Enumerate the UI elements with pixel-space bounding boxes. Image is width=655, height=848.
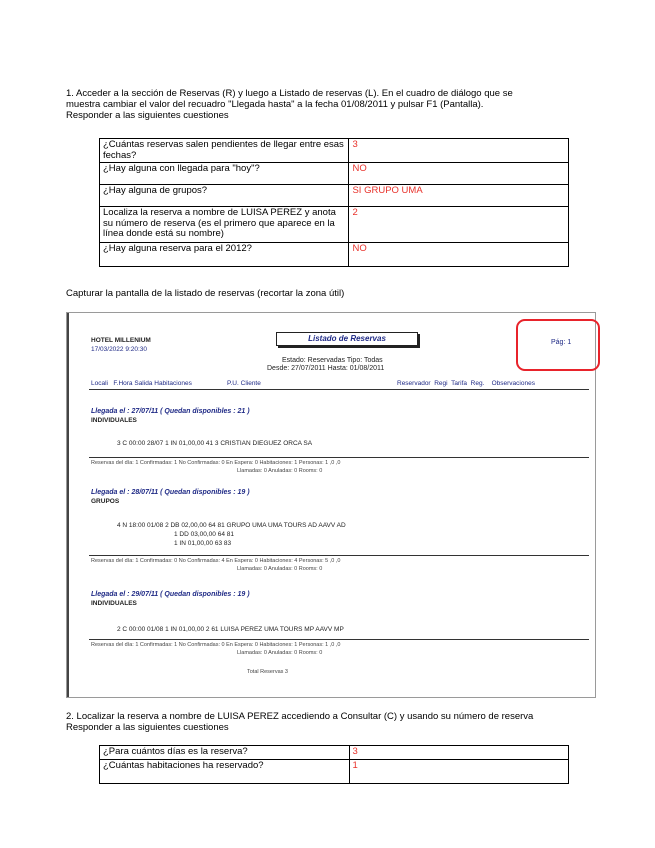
table-row <box>100 207 569 243</box>
capture-instruction: Capturar la pantalla de la listado de reservas (recortar la zona útil) <box>66 288 345 299</box>
section2-question-table <box>99 745 569 784</box>
day-summary-2: Llamadas: 0 Anuladas: 0 Rooms: 0 <box>237 566 323 572</box>
question-cell: ¿Cuántas habitaciones ha reservado? <box>100 759 350 783</box>
section2-line1: 2. Localizar la reserva a nombre de LUISA PEREZ accediendo a Consultar (C) y usando su número de reserva <box>66 711 534 722</box>
section2-instructions <box>66 711 626 733</box>
column-header: Locali F.Hora Salida Habitaciones <box>91 380 192 387</box>
section1-instructions <box>66 88 626 121</box>
table-row <box>100 759 569 783</box>
range-line: Desde: 27/07/2011 Hasta: 01/08/2011 <box>267 365 385 372</box>
summary-divider <box>89 555 589 556</box>
reservation-row: 1 DD 03,00,00 64 81 <box>174 531 234 538</box>
section1-line1: 1. Acceder a la sección de Reservas (R) y luego a Listado de reservas (L). En el cuadro de diálogo que se <box>66 88 513 99</box>
group-heading: Llegada el : 27/07/11 ( Quedan disponibles : 21 ) <box>91 408 250 415</box>
question-cell: ¿Para cuántos días es la reserva? <box>100 746 350 760</box>
status-line: Estado: Reservadas Tipo: Todas <box>282 357 383 364</box>
answer-cell: 1 <box>349 759 568 783</box>
reservation-row: 1 IN 01,00,00 63 83 <box>174 540 232 547</box>
reservation-row: 2 C 00:00 01/08 1 IN 01,00,00 2 61 LUISA PEREZ UMA TOURS MP AAVV MP <box>117 626 344 633</box>
answer-cell: 3 <box>349 746 568 760</box>
table-row <box>100 185 569 207</box>
summary-divider <box>89 639 589 640</box>
table-row <box>100 139 569 163</box>
table-row <box>100 746 569 760</box>
report-title: Listado de Reservas <box>276 332 418 346</box>
total-reservations: Total Reservas 3 <box>247 669 288 675</box>
header-divider <box>89 389 589 390</box>
day-summary: Reservas del día: 1 Confirmadas: 1 No Confirmadas: 0 En Espera: 0 Habitaciones: 1 Personas: 1 ,0 ,0 <box>91 460 341 466</box>
report-datetime: 17/03/2022 9:20:30 <box>91 346 148 353</box>
page-number: Pág: 1 <box>551 339 572 346</box>
group-type: INDIVIDUALES <box>91 417 137 424</box>
column-header: Reservador Regi Tarifa Reg. Observaciones <box>397 380 535 387</box>
group-type: INDIVIDUALES <box>91 600 137 607</box>
question-cell: Localiza la reserva a nombre de LUISA PEREZ y anota su número de reserva (es el primero que aparece en la línea donde está su nombre) <box>100 207 349 243</box>
day-summary: Reservas del día: 1 Confirmadas: 1 No Confirmadas: 0 En Espera: 0 Habitaciones: 1 Personas: 1 ,0 ,0 <box>91 642 341 648</box>
answer-cell: 3 <box>349 139 569 163</box>
answer-cell: NO <box>349 243 569 267</box>
group-heading: Llegada el : 28/07/11 ( Quedan disponibles : 19 ) <box>91 489 250 496</box>
question-cell: ¿Cuántas reservas salen pendientes de llegar entre esas fechas? <box>100 139 349 163</box>
section1-line2: muestra cambiar el valor del recuadro "Llegada hasta" a la fecha 01/08/2011 y pulsar F1 (Pantalla). <box>66 99 484 110</box>
answer-cell: SI GRUPO UMA <box>349 185 569 207</box>
day-summary-2: Llamadas: 0 Anuladas: 0 Rooms: 0 <box>237 650 323 656</box>
report-left-border <box>67 313 69 697</box>
section1-line3: Responder a las siguientes cuestiones <box>66 110 229 121</box>
answer-cell: 2 <box>349 207 569 243</box>
question-cell: ¿Hay alguna de grupos? <box>100 185 349 207</box>
group-type: GRUPOS <box>91 498 120 505</box>
day-summary-2: Llamadas: 0 Anuladas: 0 Rooms: 0 <box>237 468 323 474</box>
report-screenshot <box>66 312 596 698</box>
reservation-row: 4 N 18:00 01/08 2 DB 02,00,00 64 81 GRUPO UMA UMA TOURS AD AAVV AD <box>117 522 346 529</box>
section1-question-table <box>99 138 569 267</box>
answer-cell: NO <box>349 163 569 185</box>
column-header: P.U. Cliente <box>227 380 261 387</box>
table-row <box>100 243 569 267</box>
day-summary: Reservas del día: 1 Confirmadas: 0 No Confirmadas: 4 En Espera: 0 Habitaciones: 4 Personas: 5 ,0 ,0 <box>91 558 341 564</box>
question-cell: ¿Hay alguna con llegada para "hoy"? <box>100 163 349 185</box>
group-heading: Llegada el : 29/07/11 ( Quedan disponibles : 19 ) <box>91 591 250 598</box>
table-row <box>100 163 569 185</box>
section2-line2: Responder a las siguientes cuestiones <box>66 722 229 733</box>
question-cell: ¿Hay alguna reserva para el 2012? <box>100 243 349 267</box>
reservation-row: 3 C 00:00 28/07 1 IN 01,00,00 41 3 CRISTIAN DIEGUEZ ORCA SA <box>117 440 313 447</box>
summary-divider <box>89 457 589 458</box>
hotel-name: HOTEL MILLENIUM <box>91 337 151 344</box>
